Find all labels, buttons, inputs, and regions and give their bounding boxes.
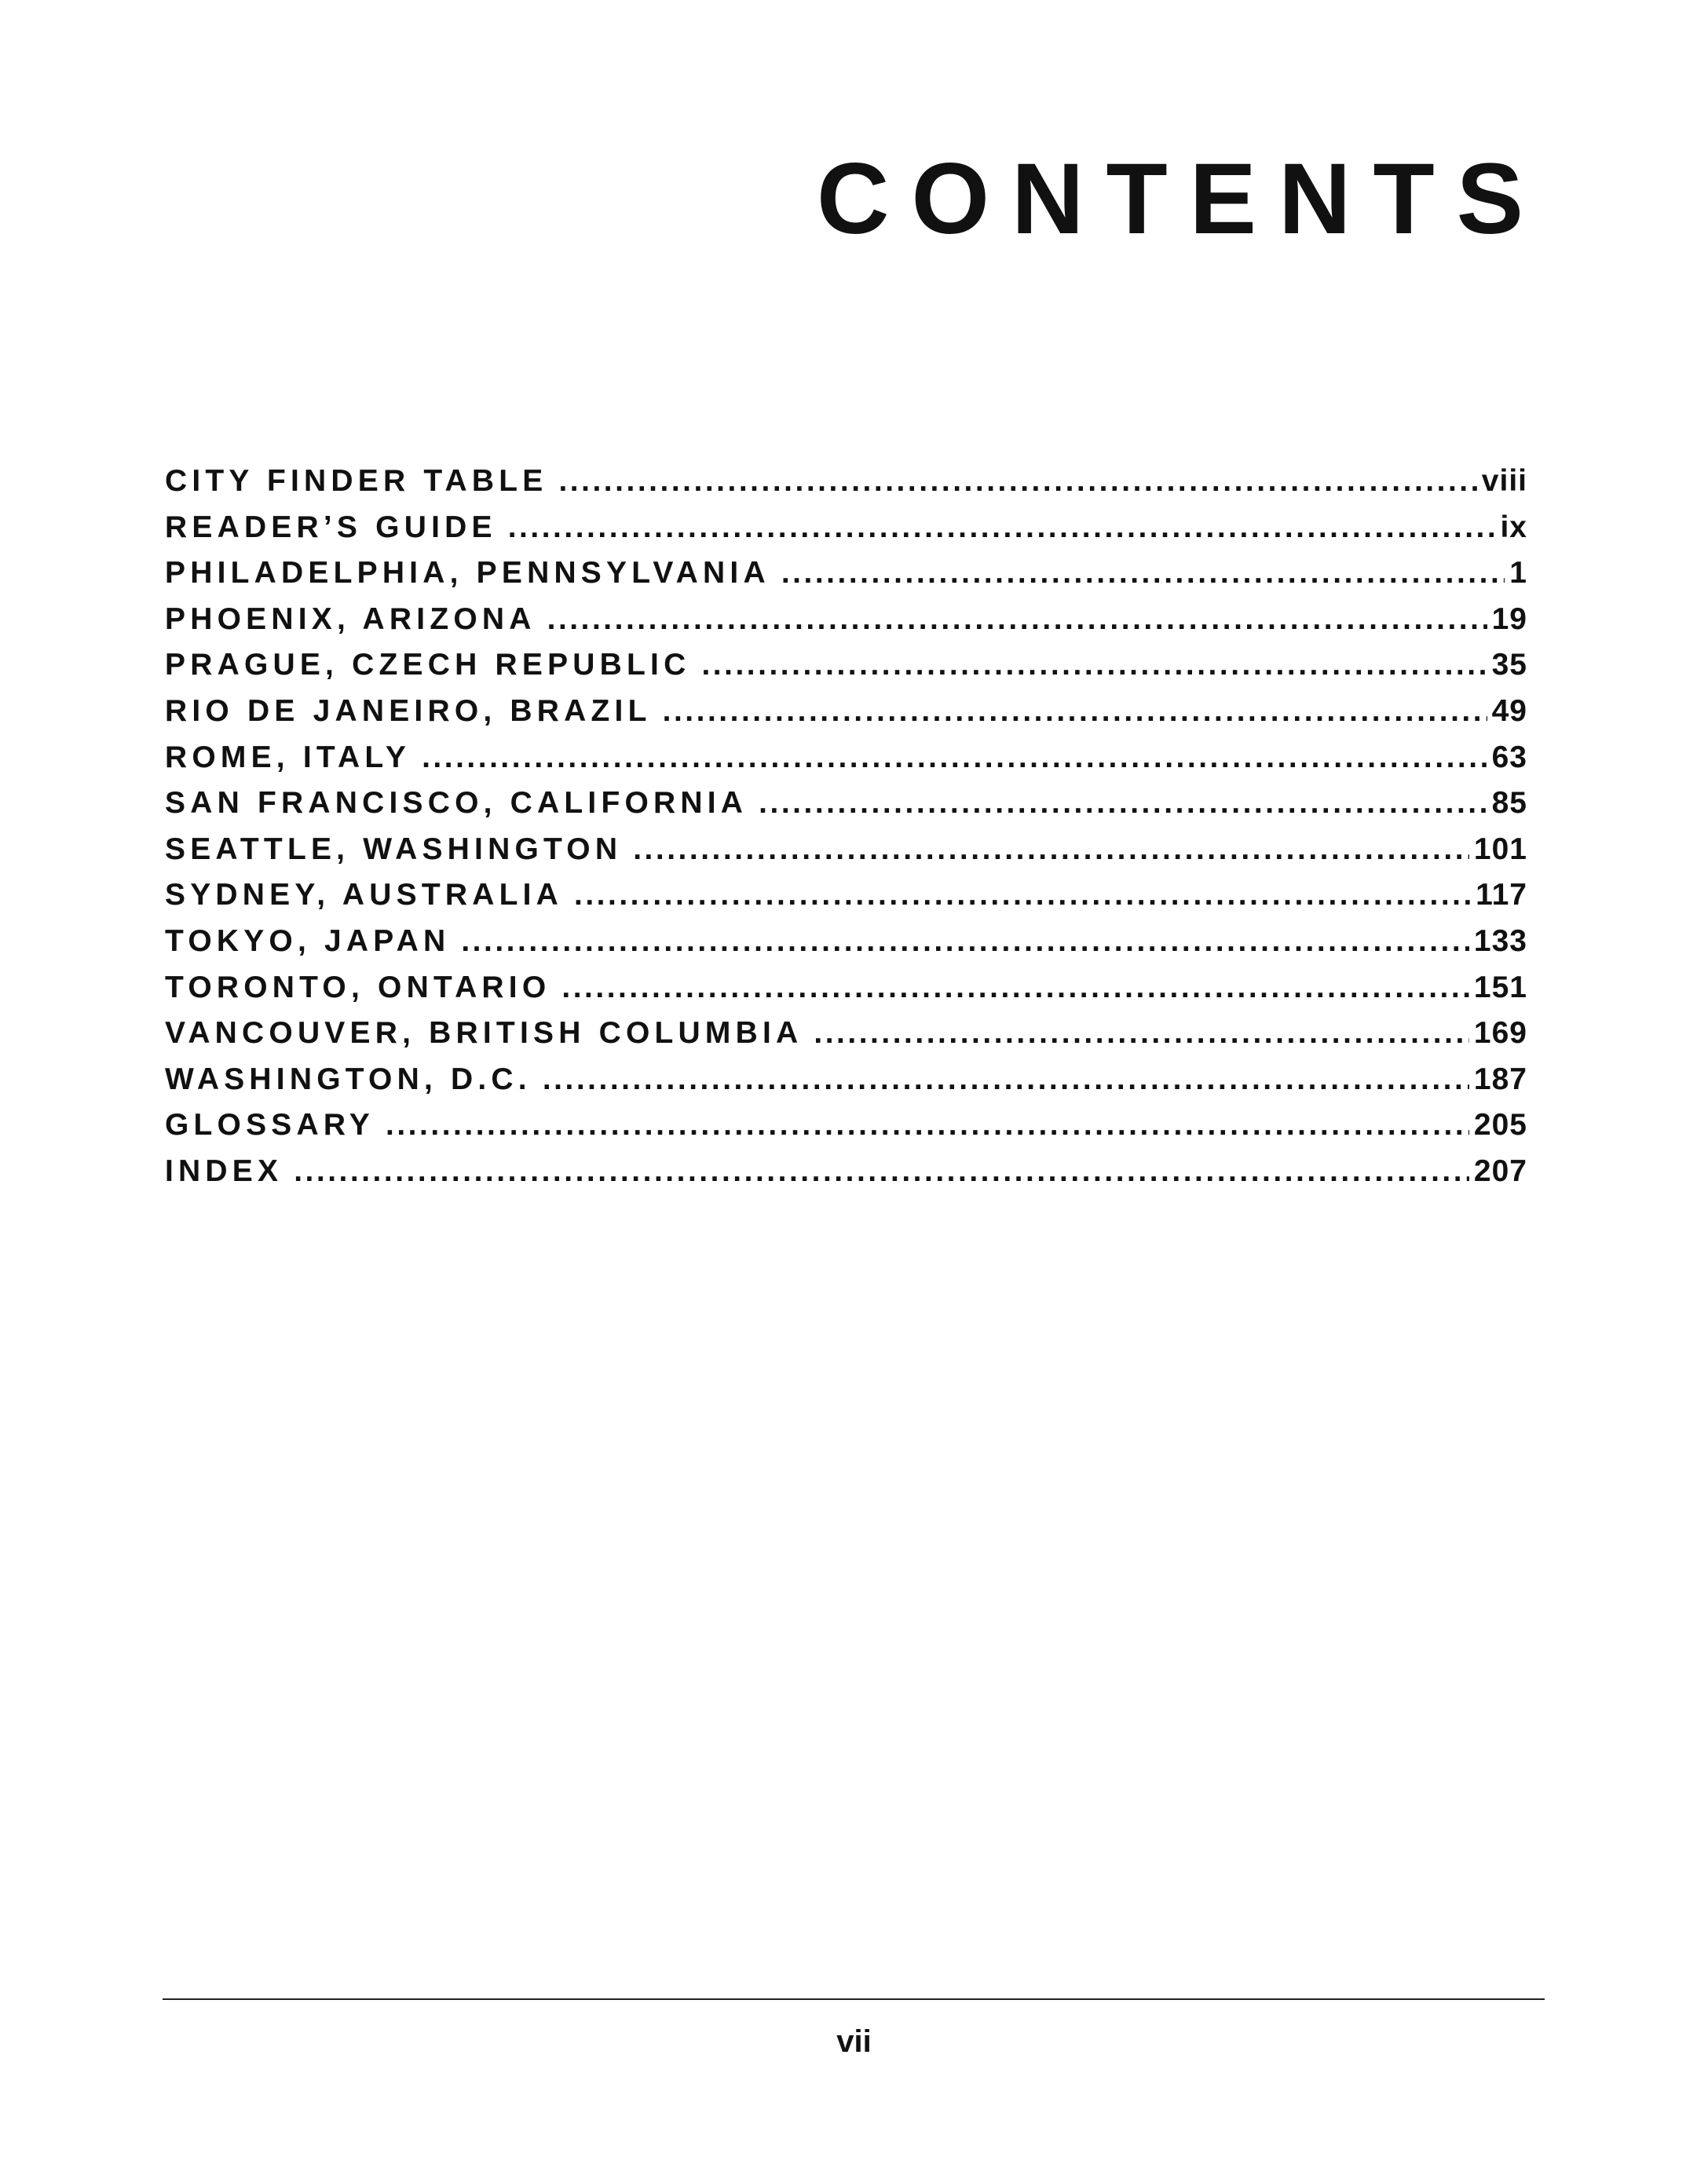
toc-entry-phoenix[interactable] bbox=[165, 597, 1527, 643]
toc-entry-label: ROME, ITALY bbox=[165, 740, 411, 774]
toc-entry-label: TORONTO, ONTARIO bbox=[165, 970, 551, 1004]
toc-entry-page: 1 bbox=[1509, 556, 1527, 590]
toc-entry-label: GLOSSARY bbox=[165, 1108, 375, 1143]
toc-entry-page: viii bbox=[1481, 464, 1527, 498]
toc-entry-label: TOKYO, JAPAN bbox=[165, 923, 451, 958]
toc-entry-page: 101 bbox=[1473, 832, 1527, 866]
dot-leader bbox=[558, 459, 1476, 505]
toc-entry-label: PRAGUE, CZECH REPUBLIC bbox=[165, 648, 691, 682]
page-number: vii bbox=[836, 2024, 872, 2059]
toc-entry-label: VANCOUVER, BRITISH COLUMBIA bbox=[165, 1016, 803, 1051]
toc-entry-label: CITY FINDER TABLE bbox=[165, 464, 548, 498]
dot-leader bbox=[759, 781, 1487, 827]
toc-entry-rio-de-janeiro[interactable] bbox=[165, 689, 1527, 735]
toc-entry-city-finder-table[interactable] bbox=[165, 459, 1527, 505]
toc-entry-readers-guide[interactable] bbox=[165, 505, 1527, 551]
toc-entry-label: SEATTLE, WASHINGTON bbox=[165, 832, 623, 866]
toc-entry-label: SYDNEY, AUSTRALIA bbox=[165, 878, 563, 912]
toc-entry-page: ix bbox=[1500, 510, 1527, 544]
page-title: CONTENTS bbox=[817, 143, 1545, 255]
toc-entry-label: PHILADELPHIA, PENNSYLVANIA bbox=[165, 556, 770, 590]
toc-entry-label: RIO DE JANEIRO, BRAZIL bbox=[165, 693, 652, 728]
dot-leader bbox=[561, 965, 1469, 1011]
toc-entry-page: 85 bbox=[1491, 786, 1527, 821]
toc-entry-rome[interactable] bbox=[165, 735, 1527, 781]
dot-leader bbox=[386, 1102, 1469, 1149]
toc-entry-page: 63 bbox=[1491, 740, 1527, 774]
dot-leader bbox=[543, 1057, 1469, 1103]
table-of-contents bbox=[165, 459, 1527, 1195]
toc-entry-page: 117 bbox=[1476, 878, 1527, 912]
dot-leader bbox=[633, 827, 1469, 873]
toc-entry-san-francisco[interactable] bbox=[165, 781, 1527, 827]
toc-entry-tokyo[interactable] bbox=[165, 919, 1527, 965]
dot-leader bbox=[574, 872, 1471, 919]
toc-entry-label: READER’S GUIDE bbox=[165, 510, 497, 544]
toc-entry-page: 169 bbox=[1473, 1016, 1527, 1051]
dot-leader bbox=[701, 642, 1487, 689]
toc-entry-label: PHOENIX, ARIZONA bbox=[165, 601, 536, 636]
dot-leader bbox=[547, 597, 1487, 643]
toc-entry-glossary[interactable] bbox=[165, 1102, 1527, 1149]
dot-leader bbox=[461, 919, 1469, 965]
toc-entry-sydney[interactable] bbox=[165, 872, 1527, 919]
toc-entry-label: INDEX bbox=[165, 1153, 283, 1188]
toc-entry-page: 133 bbox=[1473, 923, 1527, 958]
toc-entry-page: 19 bbox=[1491, 601, 1527, 636]
dot-leader bbox=[294, 1149, 1469, 1195]
dot-leader bbox=[508, 505, 1496, 551]
toc-entry-prague[interactable] bbox=[165, 642, 1527, 689]
toc-entry-page: 49 bbox=[1491, 693, 1527, 728]
toc-entry-page: 207 bbox=[1473, 1153, 1527, 1188]
toc-entry-label: SAN FRANCISCO, CALIFORNIA bbox=[165, 786, 748, 821]
toc-entry-washington-dc[interactable] bbox=[165, 1057, 1527, 1103]
toc-entry-page: 35 bbox=[1491, 648, 1527, 682]
toc-entry-page: 151 bbox=[1473, 970, 1527, 1004]
dot-leader bbox=[422, 735, 1487, 781]
toc-entry-index[interactable] bbox=[165, 1149, 1527, 1195]
dot-leader bbox=[781, 550, 1505, 597]
toc-entry-vancouver[interactable] bbox=[165, 1011, 1527, 1057]
dot-leader bbox=[663, 689, 1487, 735]
toc-entry-page: 187 bbox=[1473, 1062, 1527, 1096]
toc-entry-page: 205 bbox=[1473, 1108, 1527, 1143]
toc-entry-label: WASHINGTON, D.C. bbox=[165, 1062, 532, 1096]
toc-entry-seattle[interactable] bbox=[165, 827, 1527, 873]
toc-entry-philadelphia[interactable] bbox=[165, 550, 1527, 597]
toc-entry-toronto[interactable] bbox=[165, 965, 1527, 1011]
footer-divider bbox=[163, 1998, 1545, 2000]
dot-leader bbox=[814, 1011, 1469, 1057]
